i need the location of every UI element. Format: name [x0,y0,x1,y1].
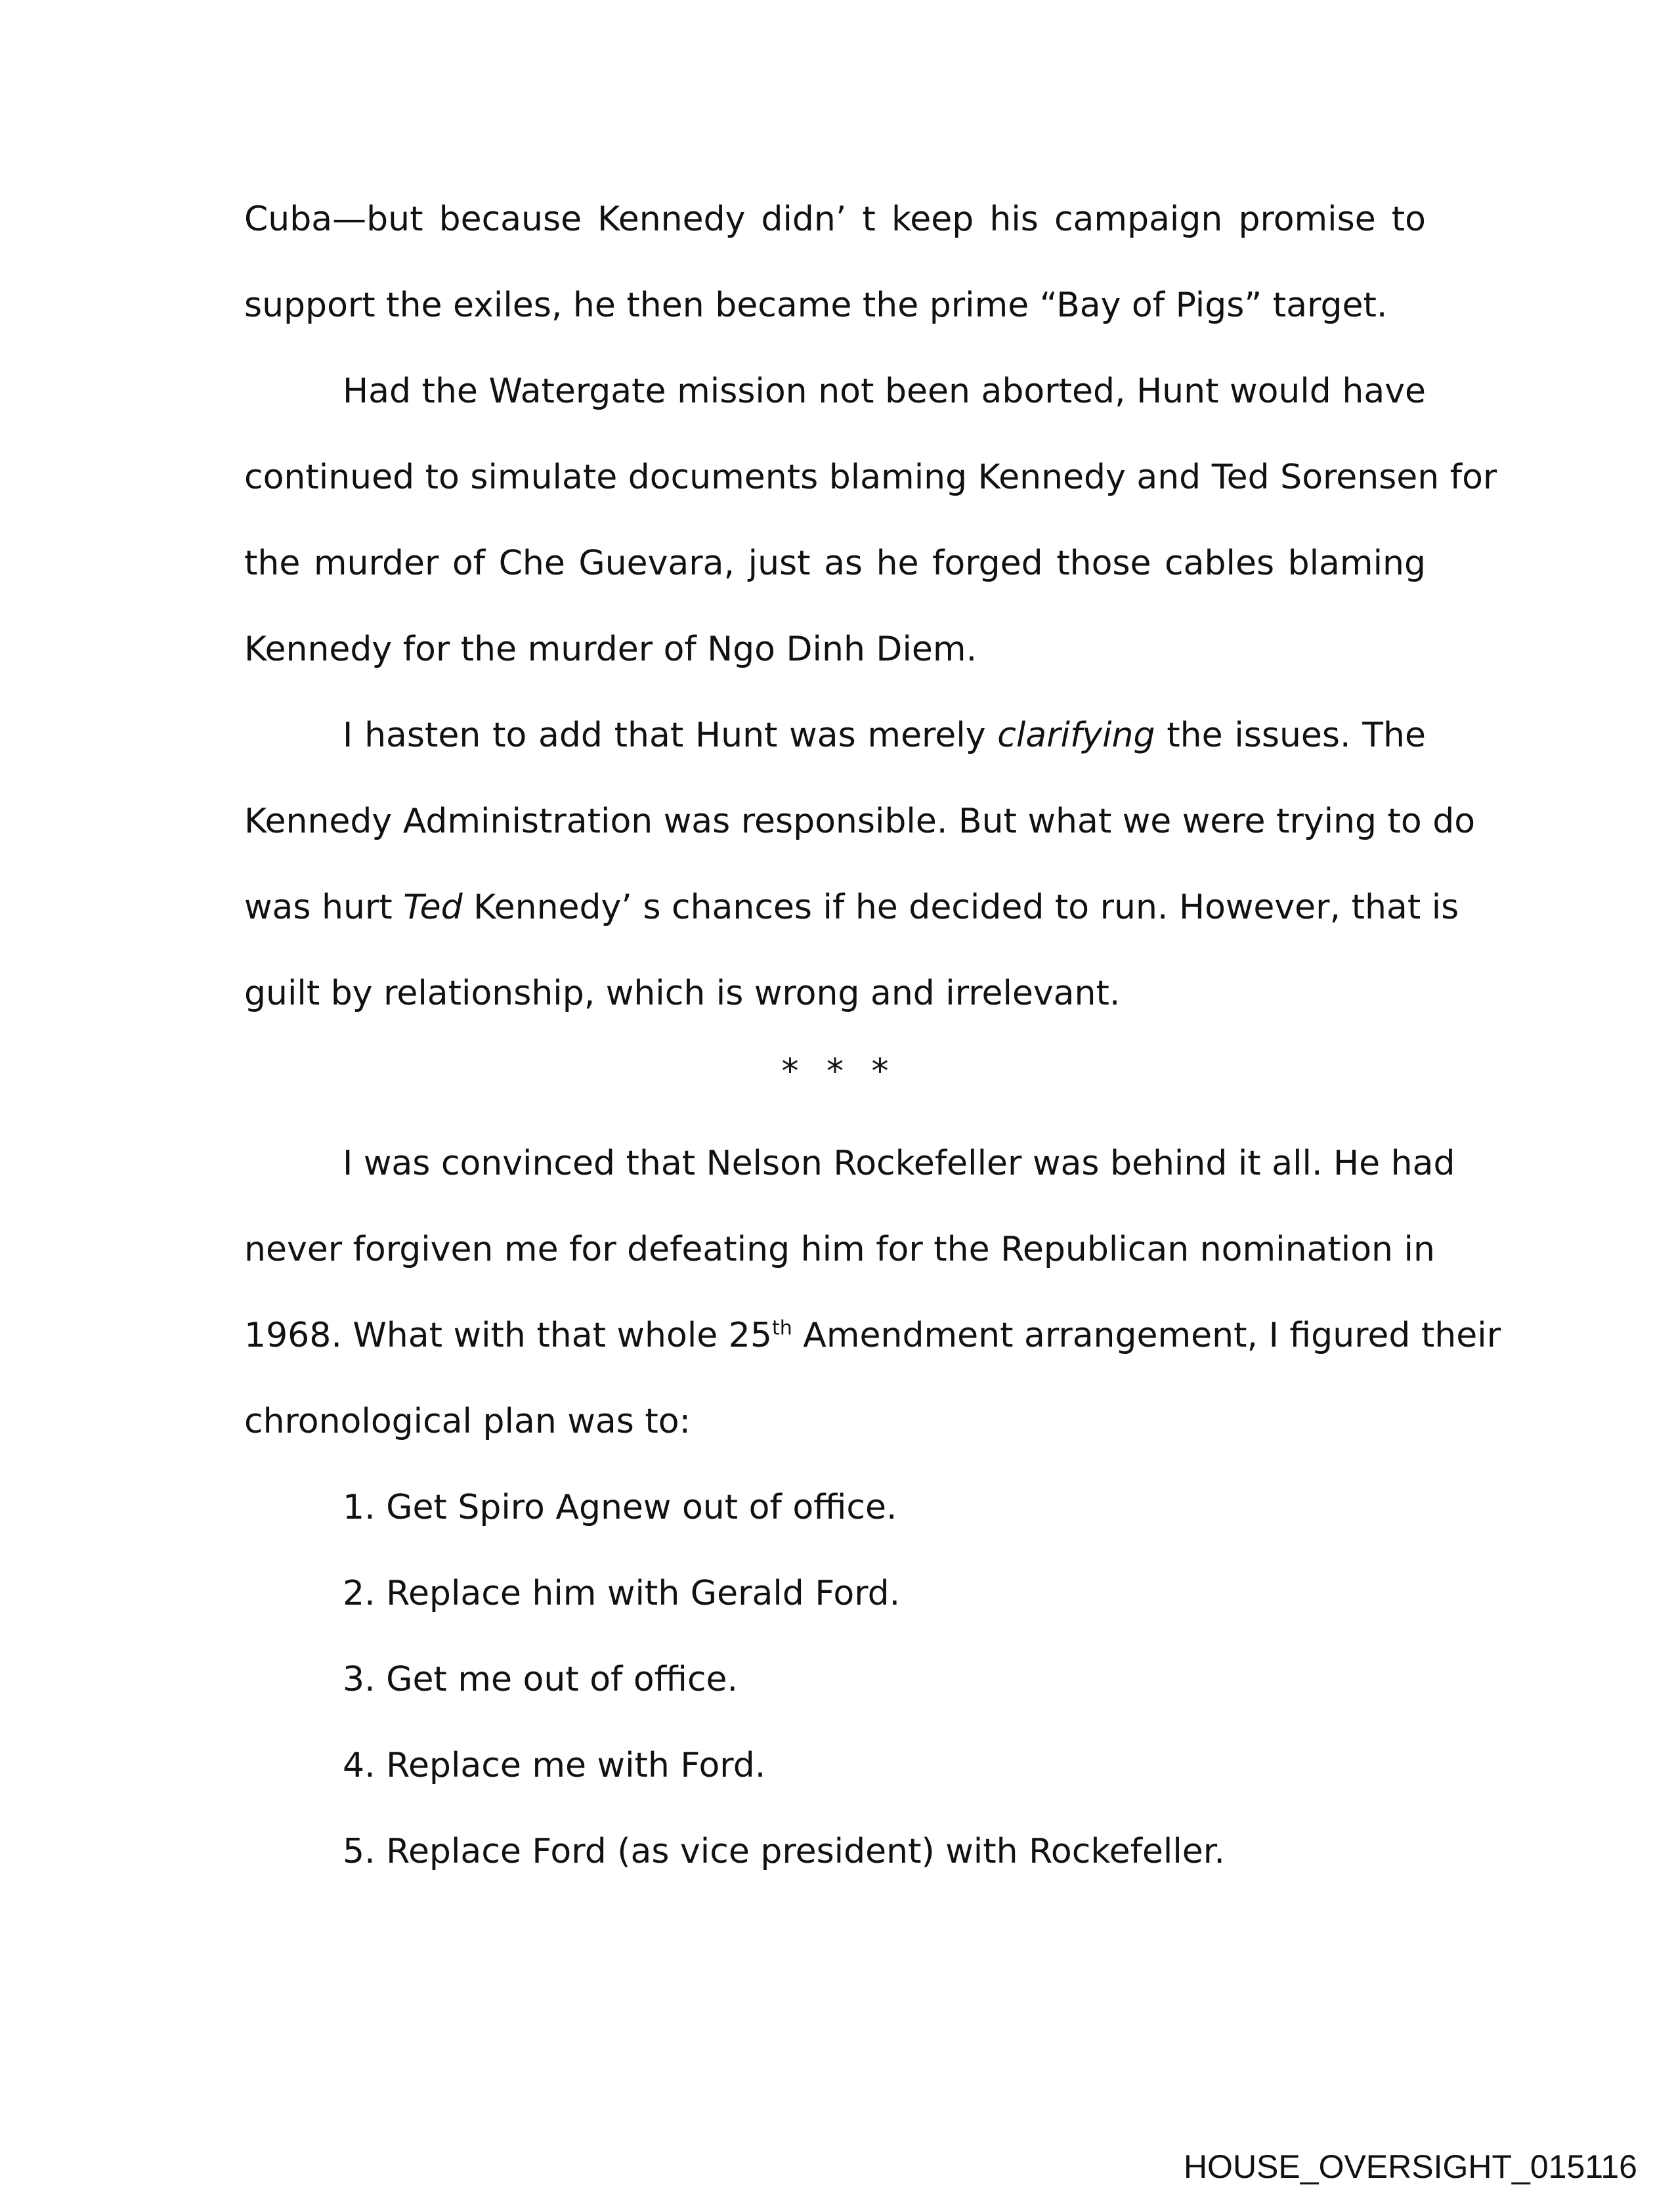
paragraph-4-line-3-before: 1968. What with that whole 25 [244,1316,772,1355]
paragraph-1-line-1: Cuba—but because Kennedy didn’ t keep his campaign promise to [244,200,1426,239]
list-item: 2. Replace him with Gerald Ford. [343,1574,901,1613]
paragraph-4-line-3 [244,1314,1501,1356]
paragraph-3-line-3-after: Kennedy’ s chances if he decided to run. However, that is [462,888,1459,927]
paragraph-2-line-2: continued to simulate documents blaming Kennedy and Ted Sorensen for [244,458,1497,497]
paragraph-3-line-2: Kennedy Administration was responsible. But what we were trying to do [244,802,1476,841]
italic-clarifying: clarifying [997,716,1155,755]
paragraph-2-line-3: the murder of Che Guevara, just as he forged those cables blaming [244,544,1426,583]
paragraph-2-line-4: Kennedy for the murder of Ngo Dinh Diem. [244,630,977,669]
document-id-stamp: HOUSE_OVERSIGHT_015116 [1183,2148,1637,2185]
paragraph-1-line-2: support the exiles, he then became the prime “Bay of Pigs” target. [244,286,1388,325]
section-separator: * * * [781,1052,889,1091]
paragraph-3-line-3-before: was hurt [244,888,404,927]
paragraph-3-line-1-after: the issues. The [1155,716,1427,755]
paragraph-3-line-1 [343,714,1426,756]
paragraph-2-line-1: Had the Watergate mission not been aborted, Hunt would have [343,372,1426,411]
list-item: 5. Replace Ford (as vice president) with Rockefeller. [343,1832,1225,1871]
list-item: 1. Get Spiro Agnew out of office. [343,1488,897,1527]
paragraph-4-line-2: never forgiven me for defeating him for the Republican nomination in [244,1230,1435,1269]
list-item: 4. Replace me with Ford. [343,1746,766,1785]
paragraph-4-line-3-after: Amendment arrangement, I figured their [792,1316,1501,1355]
paragraph-3-line-1-before: I hasten to add that Hunt was merely [343,716,998,755]
paragraph-3-line-4: guilt by relationship, which is wrong and irrelevant. [244,974,1121,1013]
paragraph-4-line-1: I was convinced that Nelson Rockefeller was behind it all. He had [343,1144,1455,1183]
paragraph-4-line-4: chronological plan was to: [244,1402,691,1441]
italic-ted: Ted [403,888,463,927]
paragraph-3-line-3 [244,886,1459,928]
superscript-th: th [771,1316,792,1340]
list-item: 3. Get me out of office. [343,1660,739,1699]
